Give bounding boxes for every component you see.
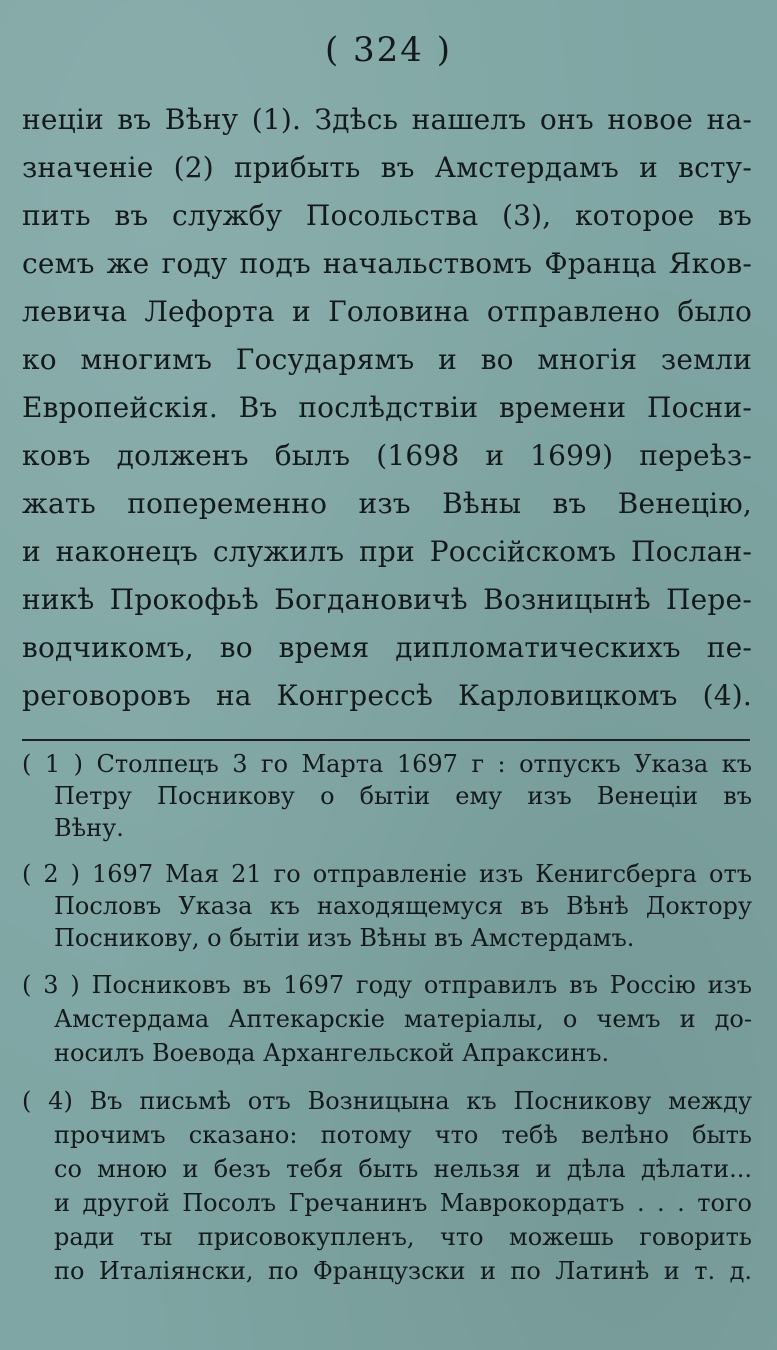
text-line: Европейскія. Въ послѣдствіи времени Посни- [22,391,752,424]
footnote-divider [22,739,750,741]
footnote-line: Петру Посникову о бытіи ему изъ Венеціи въ [54,782,752,810]
main-text [22,96,752,720]
text-line: неціи въ Вѣну (1). Здѣсь нашелъ онъ новое на- [22,103,752,136]
footnote-1 [22,748,752,844]
footnote-line: Амстердама Аптекарскіе матеріалы, о чемъ и до- [54,1005,752,1033]
footnote-line: ради ты присовокупленъ, что можешь говорить [54,1223,752,1251]
text-line: ковъ долженъ былъ (1698 и 1699) переѣз- [22,439,752,472]
footnote-2 [22,858,752,954]
footnote-line: ( 1 ) Столпецъ 3 го Марта 1697 г : отпускъ Указа къ [22,750,752,778]
text-line: ко многимъ Государямъ и во многія земли [22,343,752,376]
footnotes [22,748,752,1302]
page-number: ( 324 ) [324,30,453,70]
text-line: жать попеременно изъ Вѣны въ Венецію, [22,487,752,520]
footnote-3 [22,968,752,1070]
text-line: и наконецъ служилъ при Россійскомъ Послан- [22,535,752,568]
footnote-line: ( 3 ) Посниковъ въ 1697 году отправилъ въ Россію изъ [22,971,752,999]
footnote-line: и другой Посолъ Гречанинъ Маврокордатъ . . . того [54,1189,752,1217]
footnote-line: по Италіянски, по Французски и по Латинѣ и т. д. [54,1257,752,1285]
footnote-line: прочимъ сказано: потому что тебѣ велѣно быть [54,1121,752,1149]
footnote-line: носилъ Воевода Архангельской Апраксинъ. [54,1039,610,1067]
footnote-line: Посникову, о бытіи изъ Вѣны въ Амстердамъ. [54,924,635,952]
text-line: левича Лефорта и Головина отправлено было [22,295,752,328]
text-line: реговоровъ на Конгрессѣ Карловицкомъ (4). [22,679,752,712]
text-line: семъ же году подъ начальствомъ Франца Яков- [22,247,752,280]
footnote-line: ( 4) Въ письмѣ отъ Возницына къ Посникову между [22,1087,752,1115]
text-line: никѣ Прокофьѣ Богдановичѣ Возницынѣ Пере- [22,583,752,616]
footnote-4 [22,1084,752,1288]
footnote-line: Вѣну. [54,814,124,842]
footnote-line: ( 2 ) 1697 Мая 21 го отправленіе изъ Кенигсберга отъ [22,860,752,888]
text-line: значеніе (2) прибыть въ Амстердамъ и всту- [22,151,752,184]
text-line: водчикомъ, во время дипломатическихъ пе- [22,631,752,664]
footnote-line: Пословъ Указа къ находящемуся въ Вѣнѣ Доктору [54,892,752,920]
text-line: пить въ службу Посольства (3), которое въ [22,199,752,232]
footnote-line: со мною и безъ тебя быть нельзя и дѣла дѣлати... [54,1155,752,1183]
